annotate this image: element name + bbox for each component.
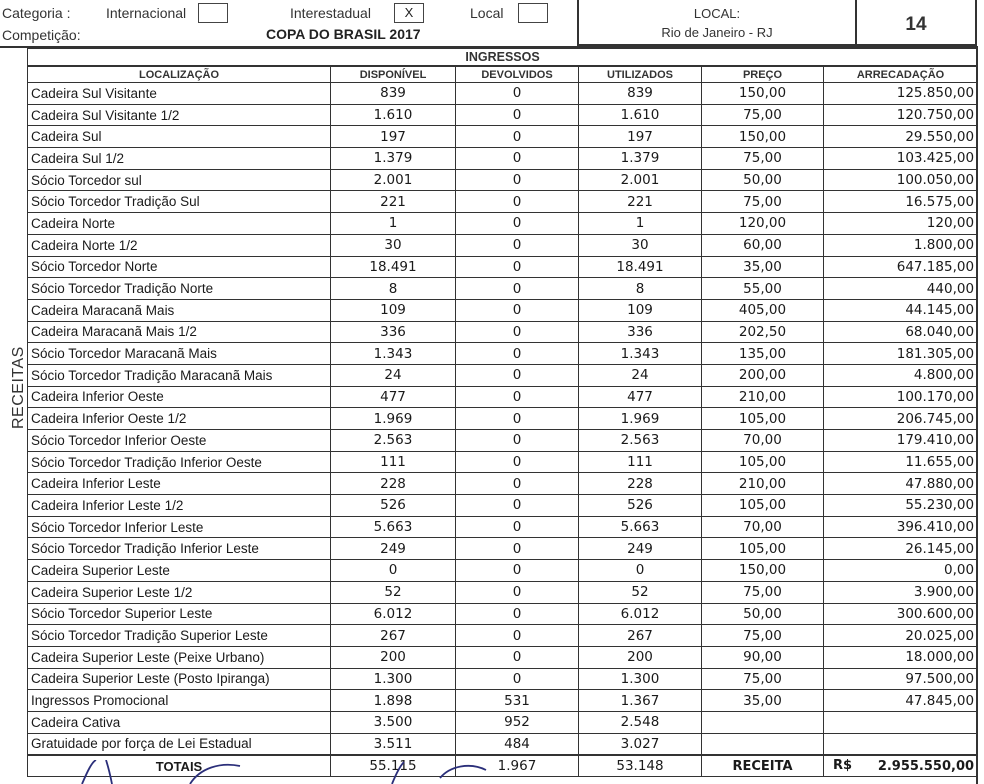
cell-devolvidos: 0 [456,408,579,430]
cell-localizacao: Cadeira Inferior Leste [28,473,331,495]
cell-devolvidos: 0 [456,625,579,647]
option-local-checkbox[interactable] [518,3,548,23]
table-row [28,364,978,386]
cell-disponivel: 2.001 [331,169,456,191]
cell-arrecadacao: 11.655,00 [824,451,978,473]
cell-arrecadacao: 100.050,00 [824,169,978,191]
table-row [28,83,978,105]
cell-disponivel: 52 [331,581,456,603]
cell-disponivel: 1.610 [331,104,456,126]
cell-localizacao: Cadeira Sul 1/2 [28,148,331,170]
table-row [28,711,978,733]
cell-arrecadacao: 47.880,00 [824,473,978,495]
cell-utilizados: 200 [579,646,702,668]
cell-arrecadacao: 181.305,00 [824,343,978,365]
col-arrecadacao: ARRECADAÇÃO [824,66,978,83]
cell-utilizados: 30 [579,234,702,256]
cell-arrecadacao: 97.500,00 [824,668,978,690]
cell-utilizados: 221 [579,191,702,213]
cell-localizacao: Cadeira Maracanã Mais 1/2 [28,321,331,343]
cell-arrecadacao: 4.800,00 [824,364,978,386]
cell-localizacao: Cadeira Inferior Oeste 1/2 [28,408,331,430]
ingressos-table [27,48,978,777]
cell-disponivel: 221 [331,191,456,213]
table-row [28,104,978,126]
cell-disponivel: 109 [331,299,456,321]
cell-utilizados: 2.548 [579,711,702,733]
cell-localizacao: Cadeira Cativa [28,711,331,733]
receitas-side-label: RECEITAS [10,346,27,429]
cell-disponivel: 6.012 [331,603,456,625]
cell-preco: 75,00 [702,104,824,126]
cell-arrecadacao: 125.850,00 [824,83,978,105]
cell-preco: 150,00 [702,126,824,148]
cell-devolvidos: 0 [456,473,579,495]
cell-preco: 105,00 [702,495,824,517]
competicao-value: COPA DO BRASIL 2017 [266,26,421,42]
receita-value: 2.955.550,00 [877,759,975,775]
cell-preco: 75,00 [702,625,824,647]
cell-localizacao: Cadeira Superior Leste (Peixe Urbano) [28,646,331,668]
table-row [28,516,978,538]
cell-utilizados: 111 [579,451,702,473]
table-row [28,451,978,473]
cell-preco: 210,00 [702,386,824,408]
cell-arrecadacao: 440,00 [824,278,978,300]
cell-utilizados: 197 [579,126,702,148]
cell-utilizados: 8 [579,278,702,300]
cell-localizacao: Cadeira Sul [28,126,331,148]
option-interestadual-label: Interestadual [290,5,371,21]
cell-devolvidos: 0 [456,213,579,235]
group-header-ingressos: INGRESSOS [28,49,978,67]
cell-arrecadacao: 647.185,00 [824,256,978,278]
cell-localizacao: Cadeira Inferior Oeste [28,386,331,408]
cell-arrecadacao: 29.550,00 [824,126,978,148]
cell-utilizados: 526 [579,495,702,517]
cell-localizacao: Sócio Torcedor Tradição Inferior Leste [28,538,331,560]
cell-disponivel: 1 [331,213,456,235]
cell-preco: 105,00 [702,451,824,473]
cell-disponivel: 18.491 [331,256,456,278]
cell-arrecadacao: 16.575,00 [824,191,978,213]
cell-devolvidos: 0 [456,668,579,690]
cell-localizacao: Sócio Torcedor Tradição Norte [28,278,331,300]
table-row [28,408,978,430]
cell-preco: 105,00 [702,408,824,430]
cell-arrecadacao: 120,00 [824,213,978,235]
cell-localizacao: Sócio Torcedor sul [28,169,331,191]
cell-devolvidos: 0 [456,148,579,170]
cell-disponivel: 267 [331,625,456,647]
cell-disponivel: 2.563 [331,430,456,452]
cell-preco: 150,00 [702,560,824,582]
cell-arrecadacao: 120.750,00 [824,104,978,126]
cell-disponivel: 526 [331,495,456,517]
cell-preco: 135,00 [702,343,824,365]
cell-utilizados: 5.663 [579,516,702,538]
cell-localizacao: Cadeira Norte 1/2 [28,234,331,256]
cell-disponivel: 228 [331,473,456,495]
option-internacional-label: Internacional [106,5,187,21]
table-row [28,733,978,755]
cell-arrecadacao: 3.900,00 [824,581,978,603]
cell-utilizados: 1.300 [579,668,702,690]
cell-preco: 75,00 [702,148,824,170]
cell-preco: 50,00 [702,603,824,625]
column-headers [28,66,978,83]
currency-symbol: R$ [833,758,853,774]
cell-utilizados: 1.969 [579,408,702,430]
table-row [28,386,978,408]
cell-localizacao: Cadeira Superior Leste 1/2 [28,581,331,603]
cell-devolvidos: 0 [456,343,579,365]
table-row [28,625,978,647]
cell-disponivel: 0 [331,560,456,582]
cell-disponivel: 30 [331,234,456,256]
cell-localizacao: Sócio Torcedor Maracanã Mais [28,343,331,365]
cell-disponivel: 200 [331,646,456,668]
table-row [28,278,978,300]
local-value: Rio de Janeiro - RJ [661,25,773,40]
cell-disponivel: 1.343 [331,343,456,365]
cell-devolvidos: 0 [456,83,579,105]
cell-localizacao: Cadeira Norte [28,213,331,235]
cell-preco: 75,00 [702,581,824,603]
cell-localizacao: Ingressos Promocional [28,690,331,712]
option-local-label: Local [470,5,504,21]
cell-devolvidos: 0 [456,451,579,473]
cell-localizacao: Cadeira Superior Leste [28,560,331,582]
cell-arrecadacao: 300.600,00 [824,603,978,625]
cell-preco: 70,00 [702,516,824,538]
cell-utilizados: 0 [579,560,702,582]
cell-devolvidos: 0 [456,364,579,386]
cell-disponivel: 249 [331,538,456,560]
cell-disponivel: 477 [331,386,456,408]
table-row [28,495,978,517]
cell-devolvidos: 0 [456,234,579,256]
option-interestadual-checkbox[interactable]: X [394,3,424,23]
signature-scribble [0,760,984,784]
cell-arrecadacao: 396.410,00 [824,516,978,538]
cell-devolvidos: 0 [456,321,579,343]
cell-disponivel: 3.511 [331,733,456,755]
cell-disponivel: 197 [331,126,456,148]
cell-preco: 150,00 [702,83,824,105]
cell-arrecadacao: 1.800,00 [824,234,978,256]
table-row [28,560,978,582]
cell-disponivel: 5.663 [331,516,456,538]
option-internacional-checkbox[interactable] [198,3,228,23]
table-row [28,299,978,321]
cell-preco: 60,00 [702,234,824,256]
competicao-label: Competição: [2,27,81,43]
total-disponivel: 55.115 [331,755,456,777]
cell-disponivel: 1.898 [331,690,456,712]
cell-preco: 75,00 [702,191,824,213]
cell-arrecadacao: 44.145,00 [824,299,978,321]
cell-preco [702,733,824,755]
col-utilizados: UTILIZADOS [579,66,702,83]
table-row [28,581,978,603]
cell-localizacao: Cadeira Maracanã Mais [28,299,331,321]
cell-preco: 90,00 [702,646,824,668]
cell-devolvidos: 0 [456,256,579,278]
cell-devolvidos: 0 [456,603,579,625]
cell-localizacao: Cadeira Sul Visitante [28,83,331,105]
cell-devolvidos: 0 [456,191,579,213]
cell-disponivel: 3.500 [331,711,456,733]
table-row [28,126,978,148]
cell-devolvidos: 0 [456,169,579,191]
cell-utilizados: 228 [579,473,702,495]
cell-preco: 50,00 [702,169,824,191]
cell-arrecadacao: 55.230,00 [824,495,978,517]
cell-utilizados: 1.610 [579,104,702,126]
cell-preco: 70,00 [702,430,824,452]
cell-utilizados: 1.379 [579,148,702,170]
cell-preco: 200,00 [702,364,824,386]
local-box [577,0,857,46]
cell-utilizados: 3.027 [579,733,702,755]
cell-utilizados: 24 [579,364,702,386]
cell-devolvidos: 0 [456,538,579,560]
cell-arrecadacao: 103.425,00 [824,148,978,170]
col-disponivel: DISPONÍVEL [331,66,456,83]
cell-devolvidos: 952 [456,711,579,733]
cell-devolvidos: 0 [456,299,579,321]
local-label: LOCAL: [693,6,741,21]
cell-devolvidos: 0 [456,430,579,452]
cell-localizacao: Sócio Torcedor Tradição Inferior Oeste [28,451,331,473]
table-row [28,668,978,690]
table-row [28,603,978,625]
cell-disponivel: 839 [331,83,456,105]
cell-preco: 210,00 [702,473,824,495]
cell-localizacao: Sócio Torcedor Tradição Maracanã Mais [28,364,331,386]
cell-preco: 405,00 [702,299,824,321]
table-row [28,148,978,170]
table-row [28,646,978,668]
cell-localizacao: Sócio Torcedor Norte [28,256,331,278]
cell-preco: 120,00 [702,213,824,235]
cell-localizacao: Sócio Torcedor Inferior Oeste [28,430,331,452]
cell-disponivel: 336 [331,321,456,343]
table-row [28,213,978,235]
cell-preco: 55,00 [702,278,824,300]
cell-preco: 35,00 [702,256,824,278]
table-row [28,234,978,256]
cell-arrecadacao: 179.410,00 [824,430,978,452]
cell-utilizados: 1.367 [579,690,702,712]
cell-utilizados: 1.343 [579,343,702,365]
cell-localizacao: Cadeira Superior Leste (Posto Ipiranga) [28,668,331,690]
table-row [28,343,978,365]
cell-arrecadacao: 68.040,00 [824,321,978,343]
cell-localizacao: Sócio Torcedor Inferior Leste [28,516,331,538]
cell-arrecadacao: 206.745,00 [824,408,978,430]
table-row [28,538,978,560]
table-row [28,473,978,495]
cell-devolvidos: 0 [456,560,579,582]
cell-devolvidos: 0 [456,126,579,148]
cell-disponivel: 8 [331,278,456,300]
cell-utilizados: 267 [579,625,702,647]
cell-preco [702,711,824,733]
totals-label: TOTAIS [28,755,331,777]
cell-arrecadacao: 26.145,00 [824,538,978,560]
cell-disponivel: 1.300 [331,668,456,690]
categoria-label: Categoria : [2,5,71,21]
cell-devolvidos: 0 [456,495,579,517]
cell-utilizados: 1 [579,213,702,235]
cell-preco: 105,00 [702,538,824,560]
cell-devolvidos: 0 [456,278,579,300]
cell-devolvidos: 484 [456,733,579,755]
cell-disponivel: 24 [331,364,456,386]
cell-arrecadacao: 100.170,00 [824,386,978,408]
cell-localizacao: Cadeira Sul Visitante 1/2 [28,104,331,126]
cell-utilizados: 839 [579,83,702,105]
cell-arrecadacao: 0,00 [824,560,978,582]
cell-arrecadacao: 20.025,00 [824,625,978,647]
sheet-number: 14 [855,0,977,46]
col-localizacao: LOCALIZAÇÃO [28,66,331,83]
cell-localizacao: Sócio Torcedor Tradição Sul [28,191,331,213]
cell-devolvidos: 0 [456,581,579,603]
cell-disponivel: 1.379 [331,148,456,170]
cell-utilizados: 18.491 [579,256,702,278]
cell-arrecadacao [824,711,978,733]
cell-disponivel: 111 [331,451,456,473]
cell-preco: 35,00 [702,690,824,712]
cell-disponivel: 1.969 [331,408,456,430]
cell-devolvidos: 531 [456,690,579,712]
total-utilizados: 53.148 [579,755,702,777]
cell-localizacao: Sócio Torcedor Superior Leste [28,603,331,625]
cell-preco: 75,00 [702,668,824,690]
cell-utilizados: 2.563 [579,430,702,452]
table-row [28,191,978,213]
table-row [28,169,978,191]
col-preco: PREÇO [702,66,824,83]
cell-utilizados: 336 [579,321,702,343]
cell-utilizados: 249 [579,538,702,560]
cell-utilizados: 52 [579,581,702,603]
cell-utilizados: 477 [579,386,702,408]
cell-localizacao: Cadeira Inferior Leste 1/2 [28,495,331,517]
cell-devolvidos: 0 [456,516,579,538]
table-row [28,256,978,278]
cell-arrecadacao [824,733,978,755]
cell-arrecadacao: 18.000,00 [824,646,978,668]
cell-localizacao: Sócio Torcedor Tradição Superior Leste [28,625,331,647]
cell-utilizados: 109 [579,299,702,321]
cell-arrecadacao: 47.845,00 [824,690,978,712]
cell-preco: 202,50 [702,321,824,343]
cell-devolvidos: 0 [456,386,579,408]
cell-utilizados: 2.001 [579,169,702,191]
total-devolvidos: 1.967 [456,755,579,777]
col-devolvidos: DEVOLVIDOS [456,66,579,83]
table-row [28,690,978,712]
table-row [28,321,978,343]
cell-devolvidos: 0 [456,646,579,668]
cell-localizacao: Gratuidade por força de Lei Estadual [28,733,331,755]
receita-label: RECEITA [702,755,824,777]
cell-utilizados: 6.012 [579,603,702,625]
table-row [28,430,978,452]
cell-devolvidos: 0 [456,104,579,126]
